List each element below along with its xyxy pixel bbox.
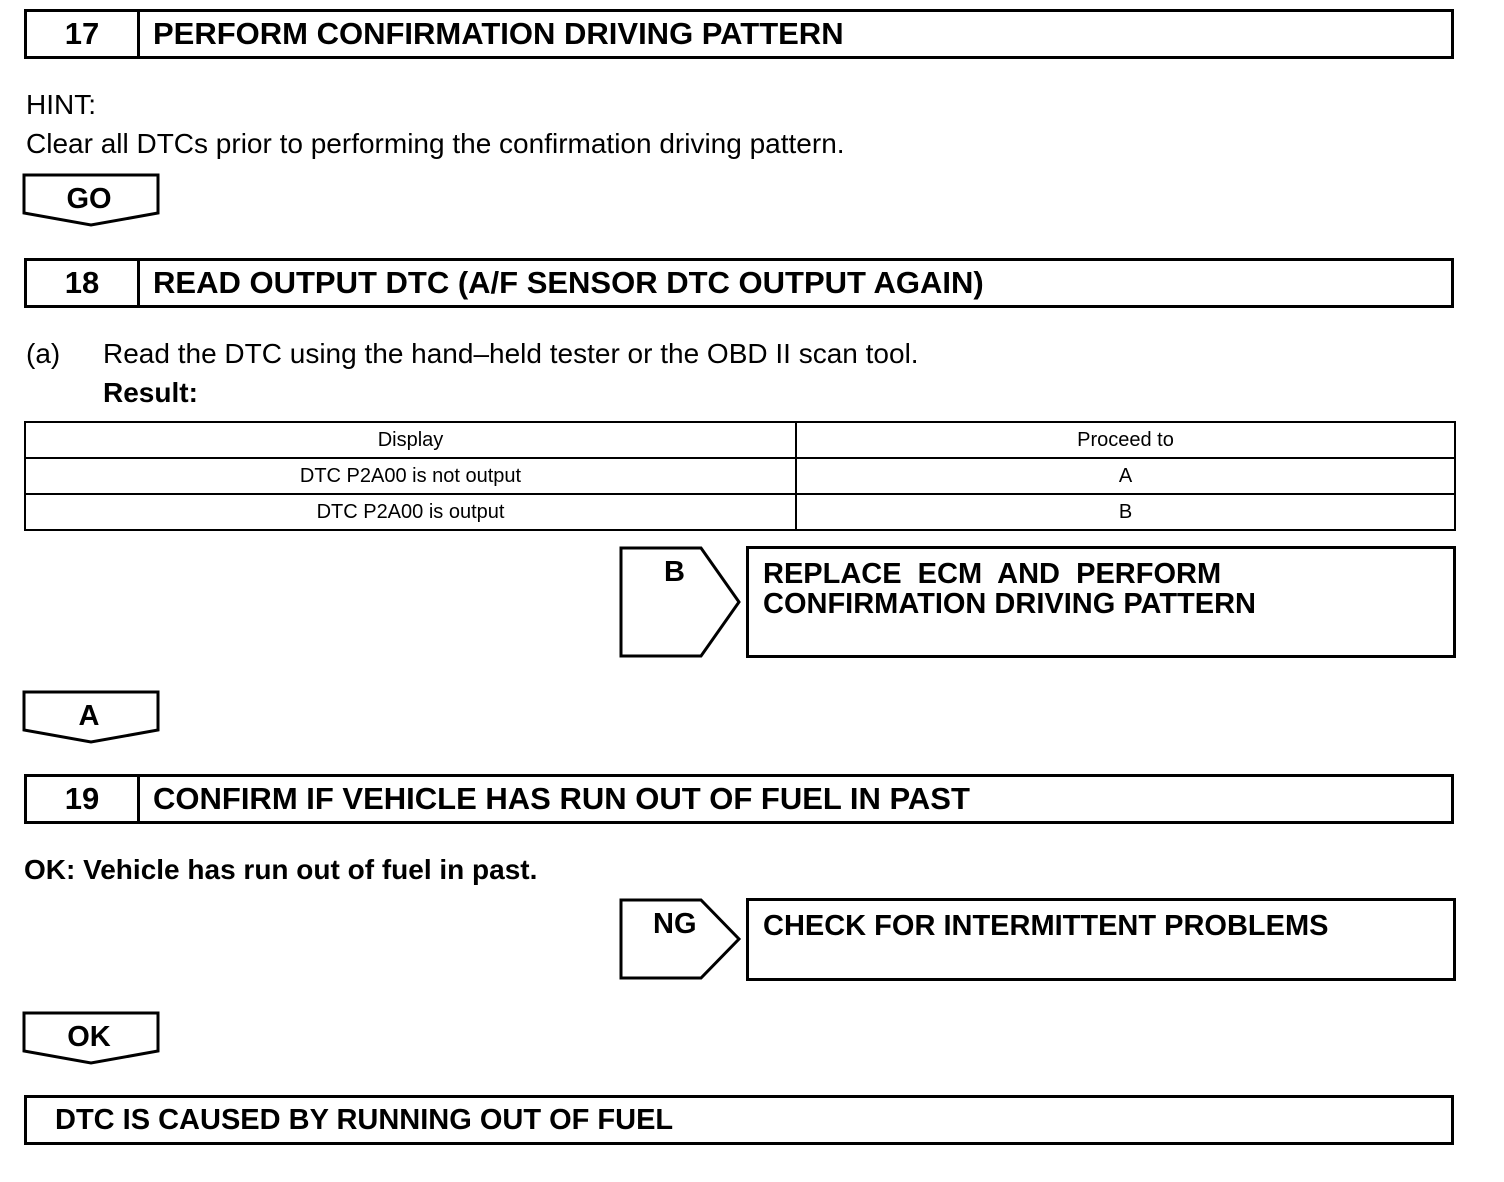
step-title: CONFIRM IF VEHICLE HAS RUN OUT OF FUEL IN PAST <box>153 781 970 816</box>
table-header: Display <box>25 422 796 458</box>
table-row <box>25 494 1455 530</box>
table-cell: B <box>796 494 1455 530</box>
hint-text: Clear all DTCs prior to performing the confirmation driving pattern. <box>26 128 845 159</box>
branch-b-label: B <box>664 556 685 588</box>
step-title: PERFORM CONFIRMATION DRIVING PATTERN <box>153 16 844 51</box>
instruction-text: Read the DTC using the hand–held tester or the OBD II scan tool. <box>103 338 919 369</box>
instruction-marker: (a) <box>26 338 61 369</box>
go-tab-label: GO <box>66 183 112 215</box>
step-title: READ OUTPUT DTC (A/F SENSOR DTC OUTPUT AGAIN) <box>153 265 984 300</box>
replace-ecm-box <box>746 546 1456 658</box>
step-18-header <box>24 258 1454 308</box>
table-cell: DTC P2A00 is not output <box>25 458 796 494</box>
action-line-1: REPLACE ECM AND PERFORM <box>763 558 1222 590</box>
table-row <box>25 458 1455 494</box>
table-header-row <box>25 422 1455 458</box>
table-header: Proceed to <box>796 422 1455 458</box>
step-number: 17 <box>27 12 140 56</box>
a-tab-label: A <box>78 700 100 732</box>
table-cell: DTC P2A00 is output <box>25 494 796 530</box>
action-text: CHECK FOR INTERMITTENT PROBLEMS <box>763 910 1329 942</box>
step-number: 18 <box>27 261 140 305</box>
branch-ng-label: NG <box>653 908 697 940</box>
hint-label: HINT: <box>26 89 96 120</box>
result-label: Result: <box>103 377 198 408</box>
ok-condition: OK: Vehicle has run out of fuel in past. <box>24 854 538 885</box>
result-table <box>24 421 1456 531</box>
action-line-2: CONFIRMATION DRIVING PATTERN <box>763 588 1256 620</box>
ok-tab-label: OK <box>67 1021 111 1053</box>
conclusion-box: DTC IS CAUSED BY RUNNING OUT OF FUEL <box>24 1095 1454 1145</box>
step-number: 19 <box>27 777 140 821</box>
step-19-header <box>24 774 1454 824</box>
intermittent-problems-box <box>746 898 1456 981</box>
table-cell: A <box>796 458 1455 494</box>
step-17-header <box>24 9 1454 59</box>
